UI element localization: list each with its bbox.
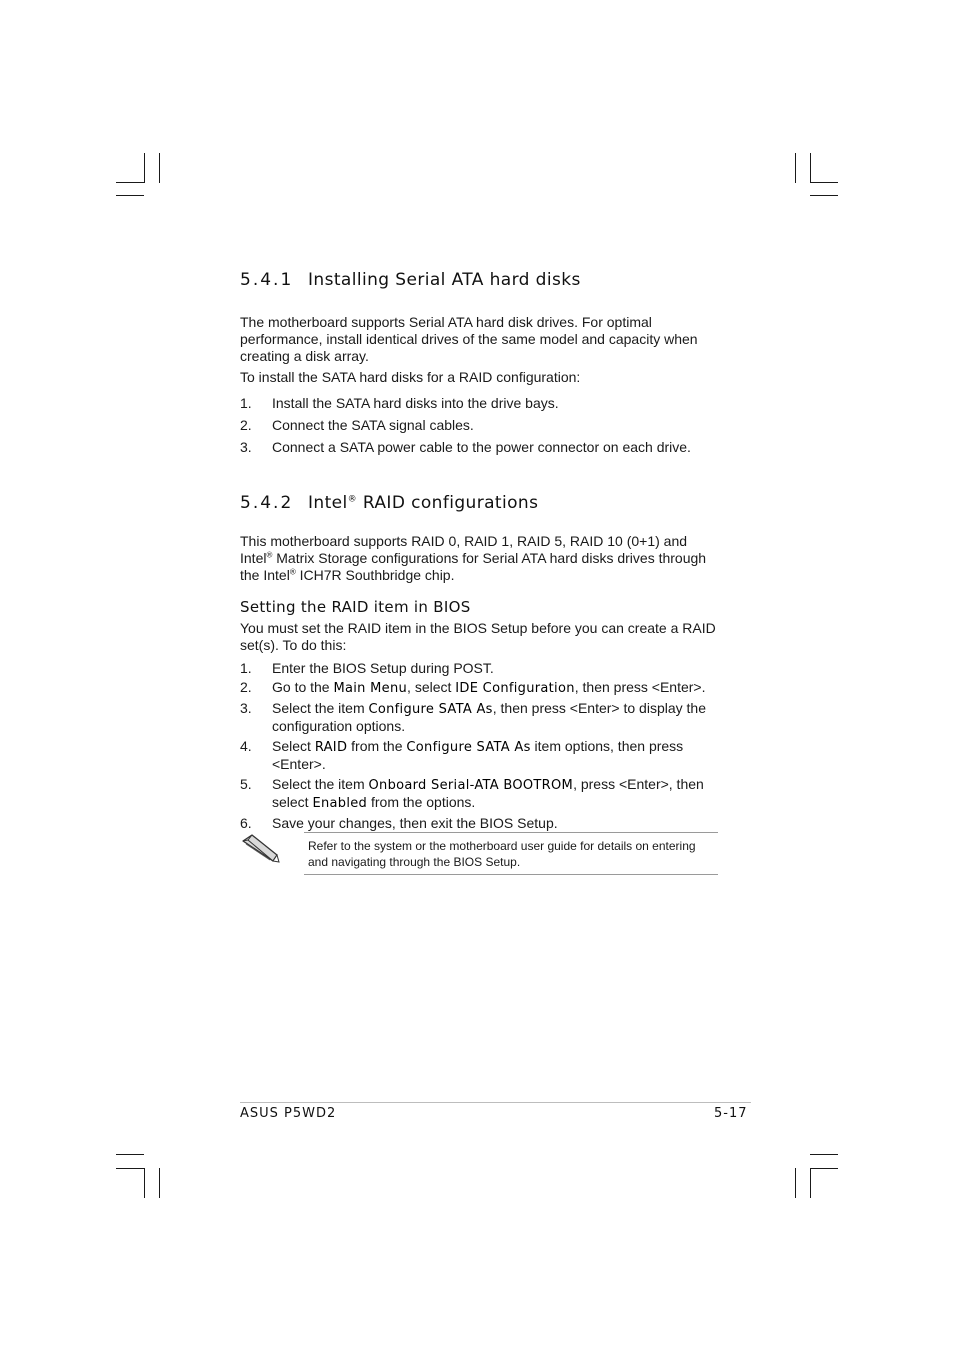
section-heading-5-4-2 (240, 493, 720, 513)
crop-mark (144, 1168, 145, 1198)
section-number: 5.4.2 (240, 493, 294, 513)
pencil-note-icon (240, 832, 280, 864)
footer-page-number: 5-17 (714, 1106, 748, 1121)
list-item: 1. Enter the BIOS Setup during POST. (240, 660, 494, 676)
list-item: 6. Save your changes, then exit the BIOS Setup. (240, 815, 558, 831)
crop-mark (810, 182, 838, 183)
section-title: Installing Serial ATA hard disks (308, 270, 581, 290)
section-1-lead: To install the SATA hard disks for a RAID configuration: (240, 369, 581, 385)
crop-mark (795, 1168, 796, 1198)
list-item: 3. Connect a SATA power cable to the power connector on each drive. (240, 439, 691, 455)
section-heading-5-4-1 (240, 270, 720, 290)
page-content (240, 270, 720, 832)
list-item: 1. Install the SATA hard disks into the drive bays. (240, 395, 559, 411)
section-number: 5.4.1 (240, 270, 294, 290)
footer-divider (240, 1102, 751, 1103)
crop-mark (144, 153, 145, 183)
crop-mark (116, 1168, 144, 1169)
crop-mark (810, 1168, 838, 1169)
list-item: 3. Select the item Configure SATA As, then press <Enter> to display the configuration options. (240, 700, 706, 734)
install-steps-list (240, 395, 720, 456)
crop-mark (116, 1154, 144, 1155)
crop-mark (795, 153, 796, 183)
bios-steps-list (240, 660, 720, 832)
crop-mark (810, 153, 811, 183)
note-box (304, 832, 718, 875)
section-2-intro: This motherboard supports RAID 0, RAID 1, RAID 5, RAID 10 (0+1) and Intel® Matrix Storage configurations for Serial ATA hard disks drives through the Intel® ICH7R Southbridge chip. (240, 533, 707, 583)
list-item: 2. Connect the SATA signal cables. (240, 417, 474, 433)
crop-mark (116, 182, 144, 183)
subsection-intro: You must set the RAID item in the BIOS Setup before you can create a RAID set(s). To do this: (240, 620, 716, 653)
crop-mark (810, 1168, 811, 1198)
crop-mark (116, 195, 144, 196)
section-title: Intel® RAID configurations (308, 493, 539, 513)
note-text: Refer to the system or the motherboard user guide for details on entering and navigating through the BIOS Setup. (308, 839, 696, 869)
crop-mark (810, 195, 838, 196)
list-item: 4. Select RAID from the Configure SATA As item options, then press <Enter>. (240, 738, 684, 772)
subsection-heading: Setting the RAID item in BIOS (240, 598, 471, 616)
section-1-intro: The motherboard supports Serial ATA hard disk drives. For optimal performance, install identical drives of the same model and capacity when creating a disk array. (240, 314, 698, 364)
list-item: 5. Select the item Onboard Serial-ATA BOOTROM, press <Enter>, then select Enabled from the options. (240, 776, 704, 811)
crop-mark (810, 1154, 838, 1155)
crop-mark (159, 153, 160, 183)
list-item: 2. Go to the Main Menu, select IDE Configuration, then press <Enter>. (240, 679, 706, 696)
note-callout (240, 832, 718, 874)
footer-product-name: ASUS P5WD2 (240, 1106, 337, 1121)
crop-mark (159, 1168, 160, 1198)
